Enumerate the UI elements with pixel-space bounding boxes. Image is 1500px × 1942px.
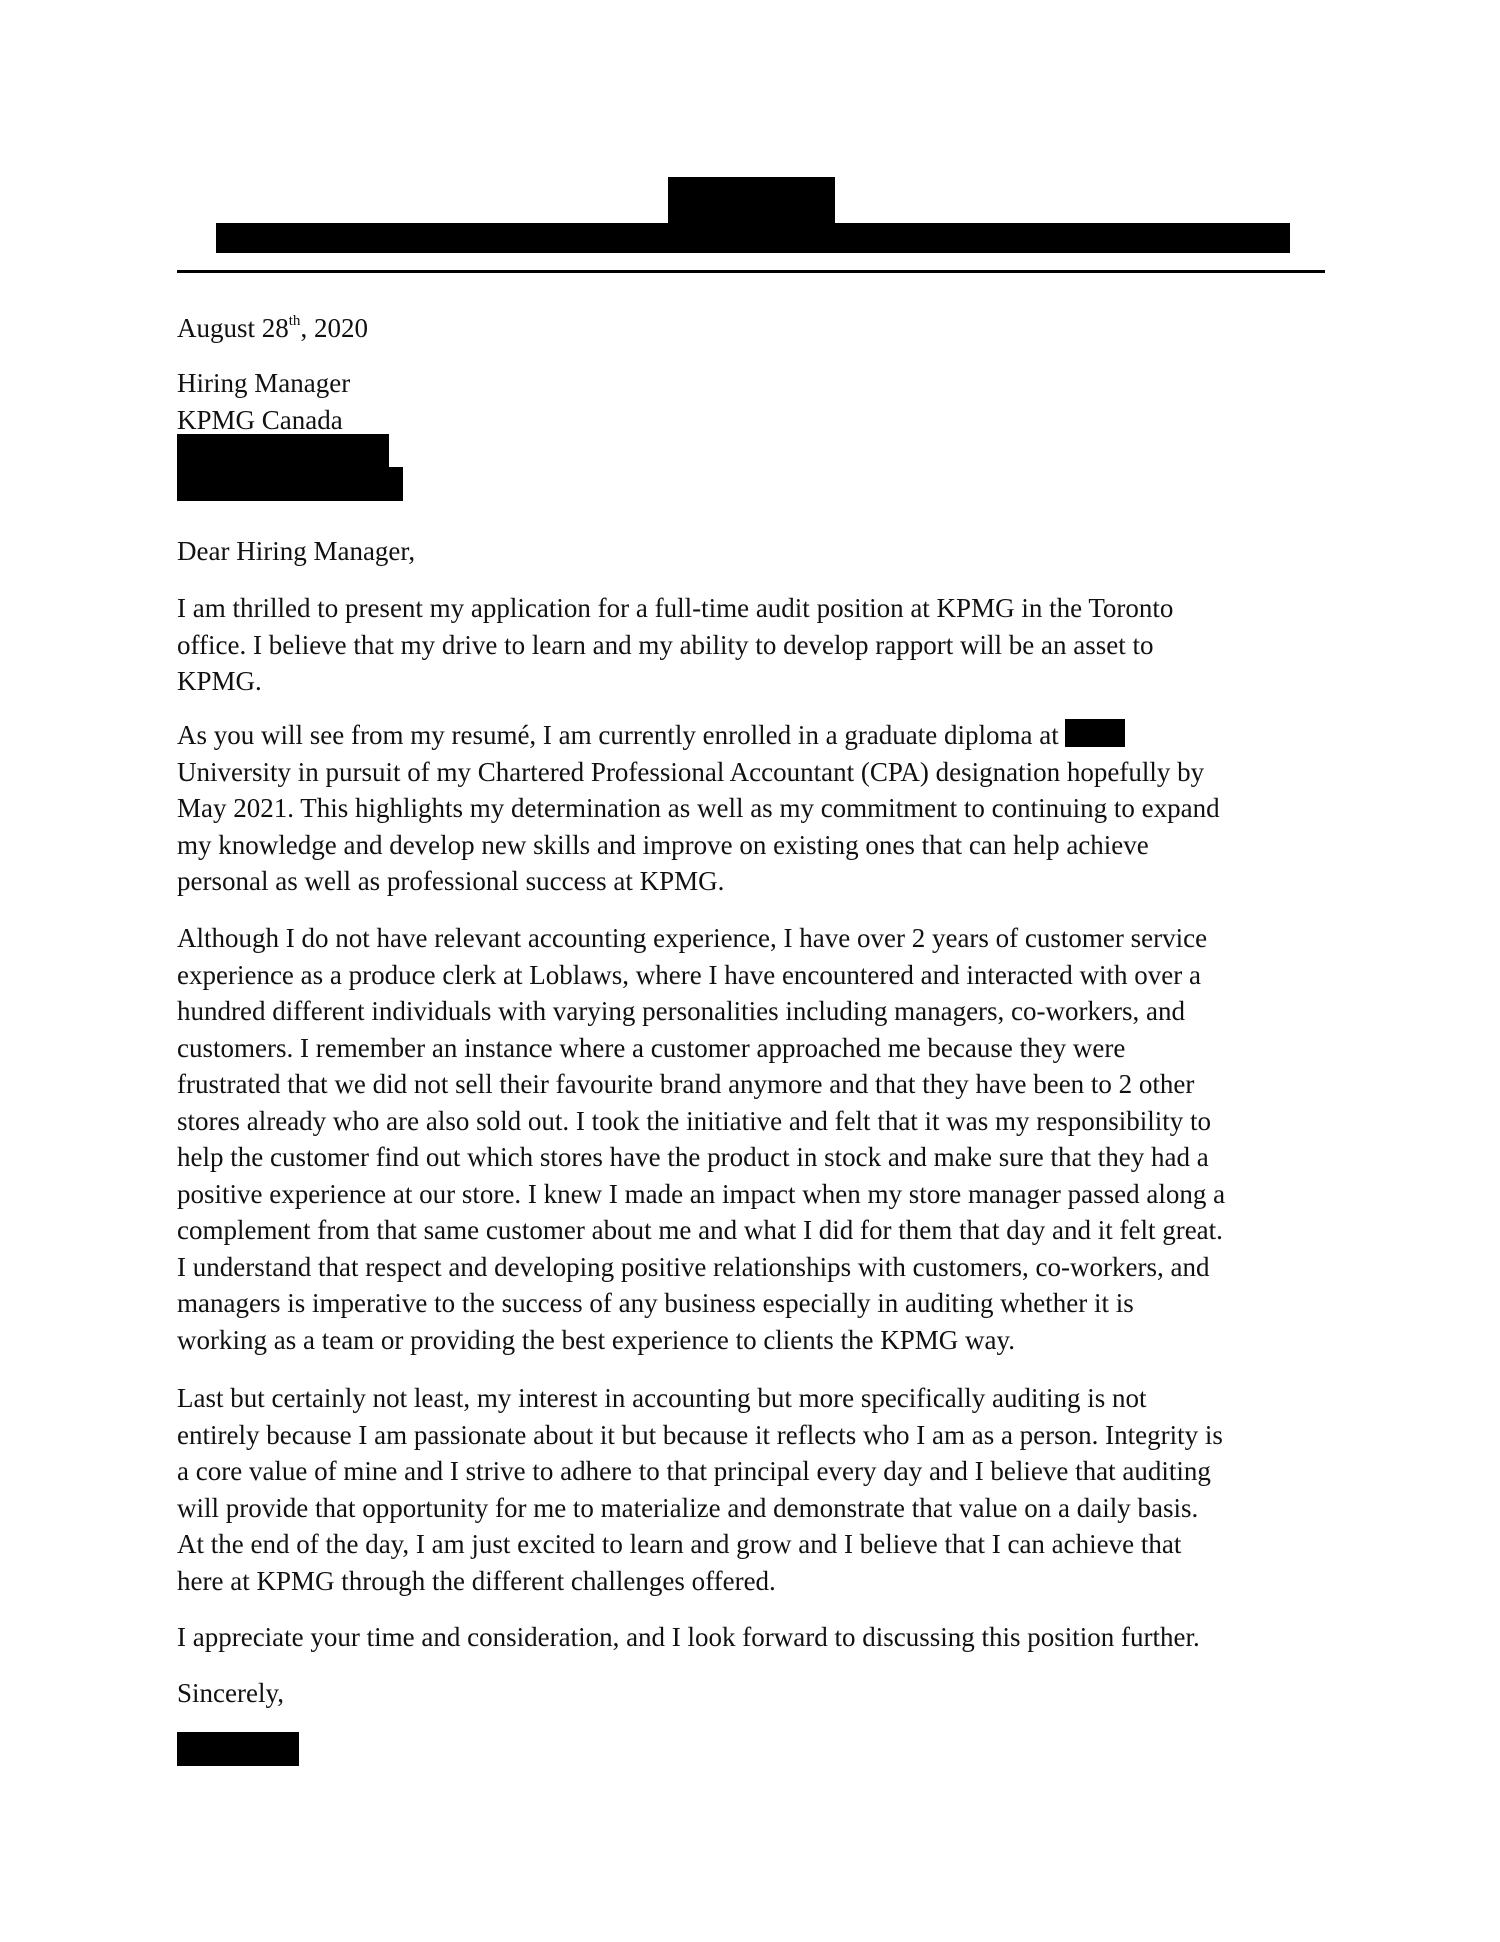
recipient-line-1: Hiring Manager <box>177 368 351 398</box>
paragraph-line: stores already who are also sold out. I took the initiative and felt that it was my responsibility to <box>177 1105 1212 1136</box>
recipient-block <box>177 365 1327 438</box>
paragraph-line: positive experience at our store. I knew I made an impact when my store manager passed along a <box>177 1178 1226 1209</box>
header-rule <box>177 270 1325 273</box>
redacted-address-line-1 <box>177 434 389 468</box>
recipient-line-2: KPMG Canada <box>177 404 343 435</box>
paragraph-line <box>177 717 1327 754</box>
redacted-university-name <box>1065 719 1125 747</box>
paragraph-line: complement from that same customer about me and what I did for them that day and it felt great. <box>177 1215 1223 1245</box>
paragraph-line: I understand that respect and developing positive relationships with customers, co-workers, and <box>177 1251 1210 1282</box>
paragraph-2 <box>177 717 1327 900</box>
date-suffix: th <box>288 313 301 329</box>
letter-date <box>177 310 1325 347</box>
salutation: Dear Hiring Manager, <box>177 536 416 566</box>
paragraph-line: I am thrilled to present my application for a full-time audit position at KPMG in the Toronto <box>177 593 1174 623</box>
paragraph-line: May 2021. This highlights my determination as well as my commitment to continuing to expand <box>177 793 1220 823</box>
paragraph-line: here at KPMG through the different challenges offered. <box>177 1565 776 1596</box>
paragraph-line: a core value of mine and I strive to adhere to that principal every day and I believe that auditing <box>177 1456 1211 1486</box>
paragraph-line: help the customer find out which stores have the product in stock and make sure that they had a <box>177 1142 1209 1172</box>
paragraph-line: will provide that opportunity for me to materialize and demonstrate that value on a daily basis. <box>177 1492 1199 1523</box>
redacted-address-line-2 <box>177 467 403 501</box>
paragraph-3 <box>177 920 1327 1358</box>
paragraph-line: experience as a produce clerk at Loblaws, where I have encountered and interacted with over a <box>177 959 1201 990</box>
paragraph-4 <box>177 1380 1327 1599</box>
paragraph-line: Last but certainly not least, my interest in accounting but more specifically auditing is not <box>177 1383 1147 1413</box>
paragraph-line: KPMG. <box>177 666 262 696</box>
date-month-day: August 28 <box>177 313 289 343</box>
paragraph-line: office. I believe that my drive to learn and my ability to develop rapport will be an asset to <box>177 629 1154 660</box>
paragraph-1 <box>177 590 1327 700</box>
redacted-name-block <box>668 177 835 225</box>
closing: Sincerely, <box>177 1678 284 1708</box>
redacted-signature-name <box>177 1732 299 1766</box>
paragraph-line: working as a team or providing the best experience to clients the KPMG way. <box>177 1324 1016 1355</box>
paragraph-line: entirely because I am passionate about it but because it reflects who I am as a person. Integrity is <box>177 1419 1223 1450</box>
paragraph-line: hundred different individuals with varying personalities including managers, co-workers, and <box>177 996 1185 1026</box>
paragraph-line: customers. I remember an instance where a customer approached me because they were <box>177 1032 1126 1063</box>
date-year: , 2020 <box>300 313 368 343</box>
paragraph-line: personal as well as professional success at KPMG. <box>177 866 725 896</box>
paragraph-line: University in pursuit of my Chartered Professional Accountant (CPA) designation hopefully by <box>177 756 1205 787</box>
paragraph-line: frustrated that we did not sell their favourite brand anymore and that they have been to 2 other <box>177 1069 1195 1099</box>
paragraph-5: I appreciate your time and consideration, and I look forward to discussing this position further. <box>177 1622 1200 1652</box>
paragraph-line-text: As you will see from my resumé, I am currently enrolled in a graduate diploma at <box>177 720 1059 750</box>
paragraph-line: managers is imperative to the success of any business especially in auditing whether it is <box>177 1288 1134 1318</box>
paragraph-line: Although I do not have relevant accounting experience, I have over 2 years of customer service <box>177 923 1208 953</box>
redacted-contact-block <box>216 223 1290 253</box>
paragraph-line: my knowledge and develop new skills and improve on existing ones that can help achieve <box>177 829 1149 860</box>
paragraph-line: At the end of the day, I am just excited to learn and grow and I believe that I can achieve that <box>177 1529 1182 1559</box>
